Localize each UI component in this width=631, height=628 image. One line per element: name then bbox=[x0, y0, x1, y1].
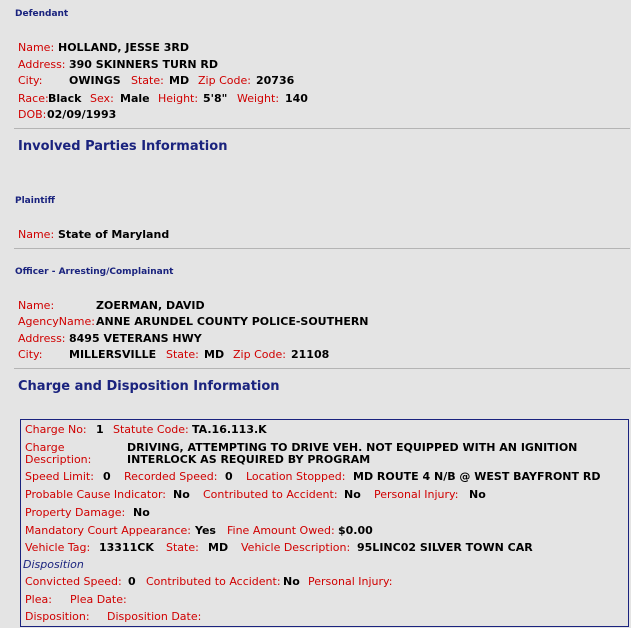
property-damage: No bbox=[133, 506, 150, 519]
speed-limit-label: Speed Limit: bbox=[25, 470, 94, 483]
contributed-accident: No bbox=[344, 488, 361, 501]
defendant-state-label: State: bbox=[131, 74, 164, 87]
disp-contributed-accident-label: Contributed to Accident: bbox=[146, 575, 281, 588]
defendant-sex: Male bbox=[120, 92, 150, 105]
defendant-dob: 02/09/1993 bbox=[47, 108, 117, 121]
defendant-name: HOLLAND, JESSE 3RD bbox=[58, 41, 189, 54]
statute-code: TA.16.113.K bbox=[192, 423, 267, 436]
divider bbox=[14, 128, 630, 129]
defendant-name-label: Name: bbox=[18, 41, 55, 54]
vehicle-description: 95LINC02 SILVER TOWN CAR bbox=[357, 541, 533, 554]
officer-agency: ANNE ARUNDEL COUNTY POLICE-SOUTHERN bbox=[96, 315, 369, 328]
convicted-speed: 0 bbox=[128, 575, 136, 588]
contributed-accident-label: Contributed to Accident: bbox=[203, 488, 338, 501]
defendant-address: 390 SKINNERS TURN RD bbox=[69, 58, 219, 71]
officer-state: MD bbox=[204, 348, 225, 361]
officer-zip: 21108 bbox=[291, 348, 330, 361]
charge-description-label: Description: bbox=[25, 453, 92, 466]
disp-contributed-accident: No bbox=[283, 575, 300, 588]
disp-personal-injury-label: Personal Injury: bbox=[308, 575, 393, 588]
fine-amount: $0.00 bbox=[338, 524, 373, 537]
plaintiff-name-label: Name: bbox=[18, 228, 55, 241]
plea-label: Plea: bbox=[25, 593, 52, 606]
mandatory-appearance: Yes bbox=[195, 524, 216, 537]
disposition-date-label: Disposition Date: bbox=[107, 610, 202, 623]
defendant-race: Black bbox=[48, 92, 82, 105]
fine-amount-label: Fine Amount Owed: bbox=[227, 524, 335, 537]
vehicle-description-label: Vehicle Description: bbox=[241, 541, 351, 554]
defendant-city-label: City: bbox=[18, 74, 43, 87]
location-stopped: MD ROUTE 4 N/B @ WEST BAYFRONT RD bbox=[353, 470, 601, 483]
statute-code-label: Statute Code: bbox=[113, 423, 189, 436]
vehicle-tag: 13311CK bbox=[99, 541, 154, 554]
recorded-speed-label: Recorded Speed: bbox=[124, 470, 218, 483]
charge-description: INTERLOCK AS REQUIRED BY PROGRAM bbox=[127, 453, 371, 466]
vehicle-tag-label: Vehicle Tag: bbox=[25, 541, 91, 554]
defendant-zip-label: Zip Code: bbox=[198, 74, 251, 87]
defendant-dob-label: DOB: bbox=[18, 108, 47, 121]
disposition-heading: Disposition bbox=[23, 558, 84, 571]
involved-parties-title: Involved Parties Information bbox=[18, 139, 228, 154]
probable-cause: No bbox=[173, 488, 190, 501]
vehicle-state-label: State: bbox=[166, 541, 199, 554]
vehicle-state: MD bbox=[208, 541, 229, 554]
officer-name-label: Name: bbox=[18, 299, 55, 312]
officer-agency-label: AgencyName: bbox=[18, 315, 95, 328]
officer-address-label: Address: bbox=[18, 332, 66, 345]
plea-date-label: Plea Date: bbox=[70, 593, 127, 606]
defendant-address-label: Address: bbox=[18, 58, 66, 71]
convicted-speed-label: Convicted Speed: bbox=[25, 575, 122, 588]
plaintiff-heading: Plaintiff bbox=[15, 196, 55, 206]
charge-no-label: Charge No: bbox=[25, 423, 87, 436]
defendant-city: OWINGS bbox=[69, 74, 121, 87]
defendant-height: 5'8" bbox=[203, 92, 228, 105]
property-damage-label: Property Damage: bbox=[25, 506, 126, 519]
speed-limit: 0 bbox=[103, 470, 111, 483]
officer-city-label: City: bbox=[18, 348, 43, 361]
defendant-race-label: Race: bbox=[18, 92, 49, 105]
charge-description: DRIVING, ATTEMPTING TO DRIVE VEH. NOT EQUIPPED WITH AN IGNITION bbox=[127, 441, 578, 454]
defendant-state: MD bbox=[169, 74, 190, 87]
defendant-weight: 140 bbox=[285, 92, 308, 105]
officer-city: MILLERSVILLE bbox=[69, 348, 157, 361]
charge-description-label: Charge bbox=[25, 441, 65, 454]
defendant-weight-label: Weight: bbox=[237, 92, 280, 105]
officer-address: 8495 VETERANS HWY bbox=[69, 332, 202, 345]
defendant-heading: Defendant bbox=[15, 9, 69, 19]
disposition-label: Disposition: bbox=[25, 610, 90, 623]
plaintiff-name: State of Maryland bbox=[58, 228, 170, 241]
charge-no: 1 bbox=[96, 423, 104, 436]
personal-injury-label: Personal Injury: bbox=[374, 488, 459, 501]
officer-zip-label: Zip Code: bbox=[233, 348, 286, 361]
defendant-height-label: Height: bbox=[158, 92, 199, 105]
divider bbox=[14, 248, 630, 249]
officer-name: ZOERMAN, DAVID bbox=[96, 299, 205, 312]
defendant-zip: 20736 bbox=[256, 74, 295, 87]
location-stopped-label: Location Stopped: bbox=[246, 470, 346, 483]
recorded-speed: 0 bbox=[225, 470, 233, 483]
officer-heading: Officer - Arresting/Complainant bbox=[15, 267, 174, 277]
divider bbox=[14, 368, 630, 369]
mandatory-appearance-label: Mandatory Court Appearance: bbox=[25, 524, 191, 537]
charge-disposition-title: Charge and Disposition Information bbox=[18, 379, 280, 394]
officer-state-label: State: bbox=[166, 348, 199, 361]
defendant-sex-label: Sex: bbox=[90, 92, 114, 105]
probable-cause-label: Probable Cause Indicator: bbox=[25, 488, 166, 501]
personal-injury: No bbox=[469, 488, 486, 501]
